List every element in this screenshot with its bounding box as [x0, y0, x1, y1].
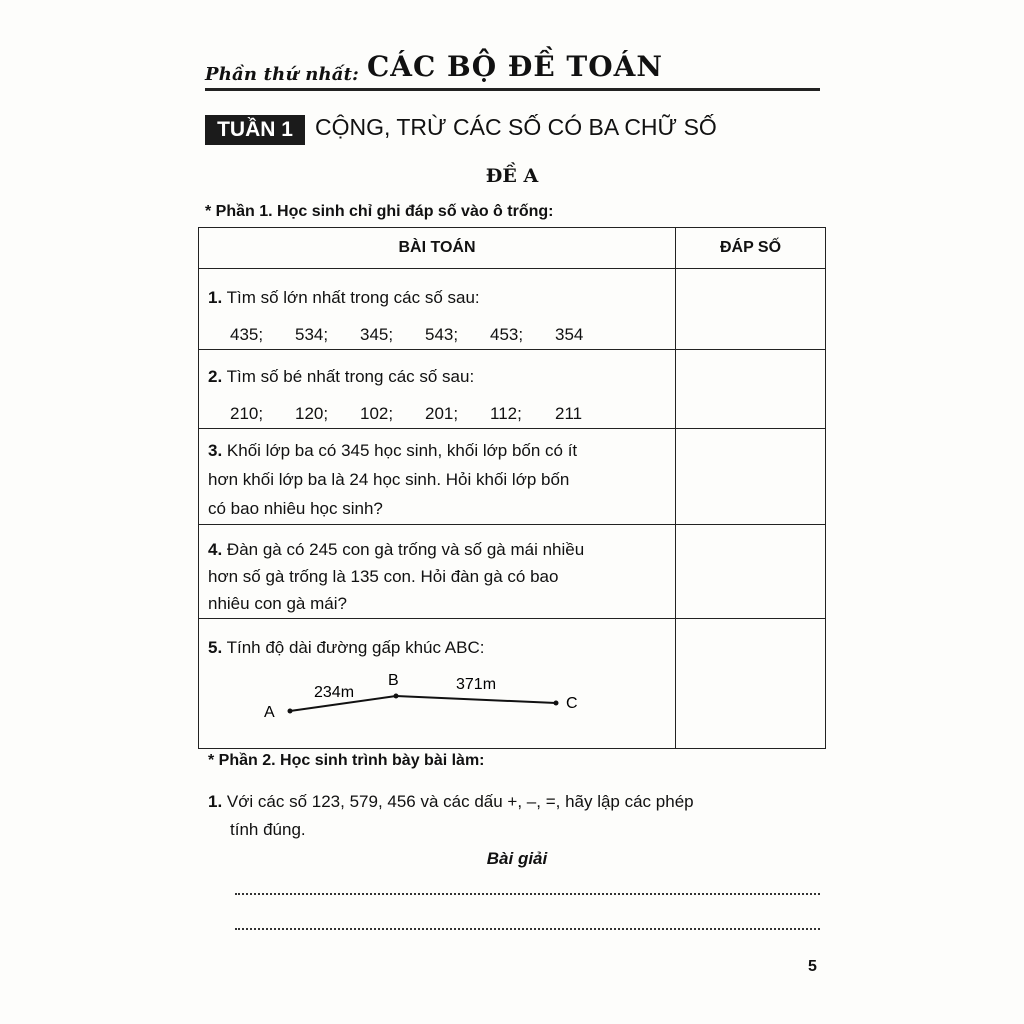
answer-cell[interactable] — [676, 269, 826, 350]
number-list — [208, 400, 666, 427]
page-header — [205, 50, 820, 90]
answer-cell[interactable] — [676, 619, 826, 749]
problem-number: 3. — [208, 441, 223, 460]
point-a-dot — [288, 709, 293, 714]
column-header-problem: BÀI TOÁN — [199, 228, 676, 269]
table-row — [199, 269, 826, 350]
problem-line: hơn số gà trống là 135 con. Hỏi đàn gà có bao — [208, 567, 559, 586]
number-item: 112; — [490, 404, 522, 423]
length-ab-label: 234m — [314, 684, 355, 701]
segment-bc — [396, 696, 556, 703]
exercise-line: Với các số 123, 579, 456 và các dấu +, –, =, hãy lập các phép — [226, 792, 694, 811]
table-row — [199, 429, 826, 525]
number-item: 534; — [295, 325, 329, 344]
part2-exercise-1 — [208, 788, 828, 844]
table-row — [199, 350, 826, 429]
problem-cell — [199, 525, 676, 619]
answer-table — [198, 227, 826, 749]
problem-number: 2. — [208, 367, 223, 386]
part1-heading: * Phần 1. Học sinh chỉ ghi đáp số vào ô trống: — [205, 203, 554, 220]
table-row — [199, 619, 826, 749]
problem-text: Tìm số bé nhất trong các số sau: — [226, 367, 475, 386]
polyline-abc-diagram — [200, 661, 670, 737]
problem-line: Đàn gà có 245 con gà trống và số gà mái nhiều — [226, 540, 585, 559]
table-row — [199, 525, 826, 619]
solution-label: Bài giải — [486, 849, 548, 868]
number-item: 345; — [360, 325, 394, 344]
exercise-number: 1. — [208, 792, 223, 811]
exam-title: ĐỀ A — [485, 165, 539, 187]
problem-number: 4. — [208, 540, 223, 559]
column-header-answer: ĐÁP SỐ — [676, 228, 826, 269]
problem-line: Khối lớp ba có 345 học sinh, khối lớp bốn có ít — [226, 441, 578, 460]
point-b-dot — [394, 694, 399, 699]
number-item: 120; — [295, 404, 329, 423]
number-item: 210; — [230, 404, 264, 423]
part-label: Phần thứ nhất: — [205, 64, 359, 85]
problem-cell — [199, 269, 676, 350]
part-title: CÁC BỘ ĐỀ TOÁN — [367, 50, 663, 83]
part2-heading: * Phần 2. Học sinh trình bày bài làm: — [208, 752, 485, 769]
point-b-label: B — [388, 672, 399, 689]
number-item: 354 — [555, 325, 584, 344]
table-header-row — [199, 228, 826, 269]
number-item: 211 — [555, 404, 583, 423]
number-item: 201; — [425, 404, 459, 423]
number-item: 543; — [425, 325, 459, 344]
answer-cell[interactable] — [676, 525, 826, 619]
answer-writing-line[interactable] — [235, 928, 820, 930]
problem-number: 1. — [208, 288, 223, 307]
week-title: CỘNG, TRỪ CÁC SỐ CÓ BA CHỮ SỐ — [315, 114, 717, 140]
answer-writing-line[interactable] — [235, 893, 820, 895]
exercise-line: tính đúng. — [230, 820, 306, 839]
problem-cell — [199, 429, 676, 525]
problem-line: có bao nhiêu học sinh? — [208, 499, 383, 518]
problem-text: Tính độ dài đường gấp khúc ABC: — [226, 638, 485, 657]
number-item: 435; — [230, 325, 264, 344]
point-c-dot — [554, 701, 559, 706]
polyline-figure — [200, 661, 674, 737]
problem-text: Tìm số lớn nhất trong các số sau: — [226, 288, 480, 307]
page-number: 5 — [808, 958, 817, 975]
point-a-label: A — [264, 704, 275, 721]
problem-cell — [199, 350, 676, 429]
point-c-label: C — [566, 695, 578, 712]
number-list — [208, 321, 666, 348]
problem-cell — [199, 619, 676, 749]
problem-line: hơn khối lớp ba là 24 học sinh. Hỏi khối lớp bốn — [208, 470, 570, 489]
number-item: 102; — [360, 404, 394, 423]
number-item: 453; — [490, 325, 524, 344]
problem-line: nhiêu con gà mái? — [208, 594, 347, 613]
answer-cell[interactable] — [676, 350, 826, 429]
problem-number: 5. — [208, 638, 223, 657]
week-badge: TUẦN 1 — [205, 115, 305, 145]
header-divider — [205, 88, 820, 91]
answer-cell[interactable] — [676, 429, 826, 525]
length-bc-label: 371m — [456, 676, 497, 693]
